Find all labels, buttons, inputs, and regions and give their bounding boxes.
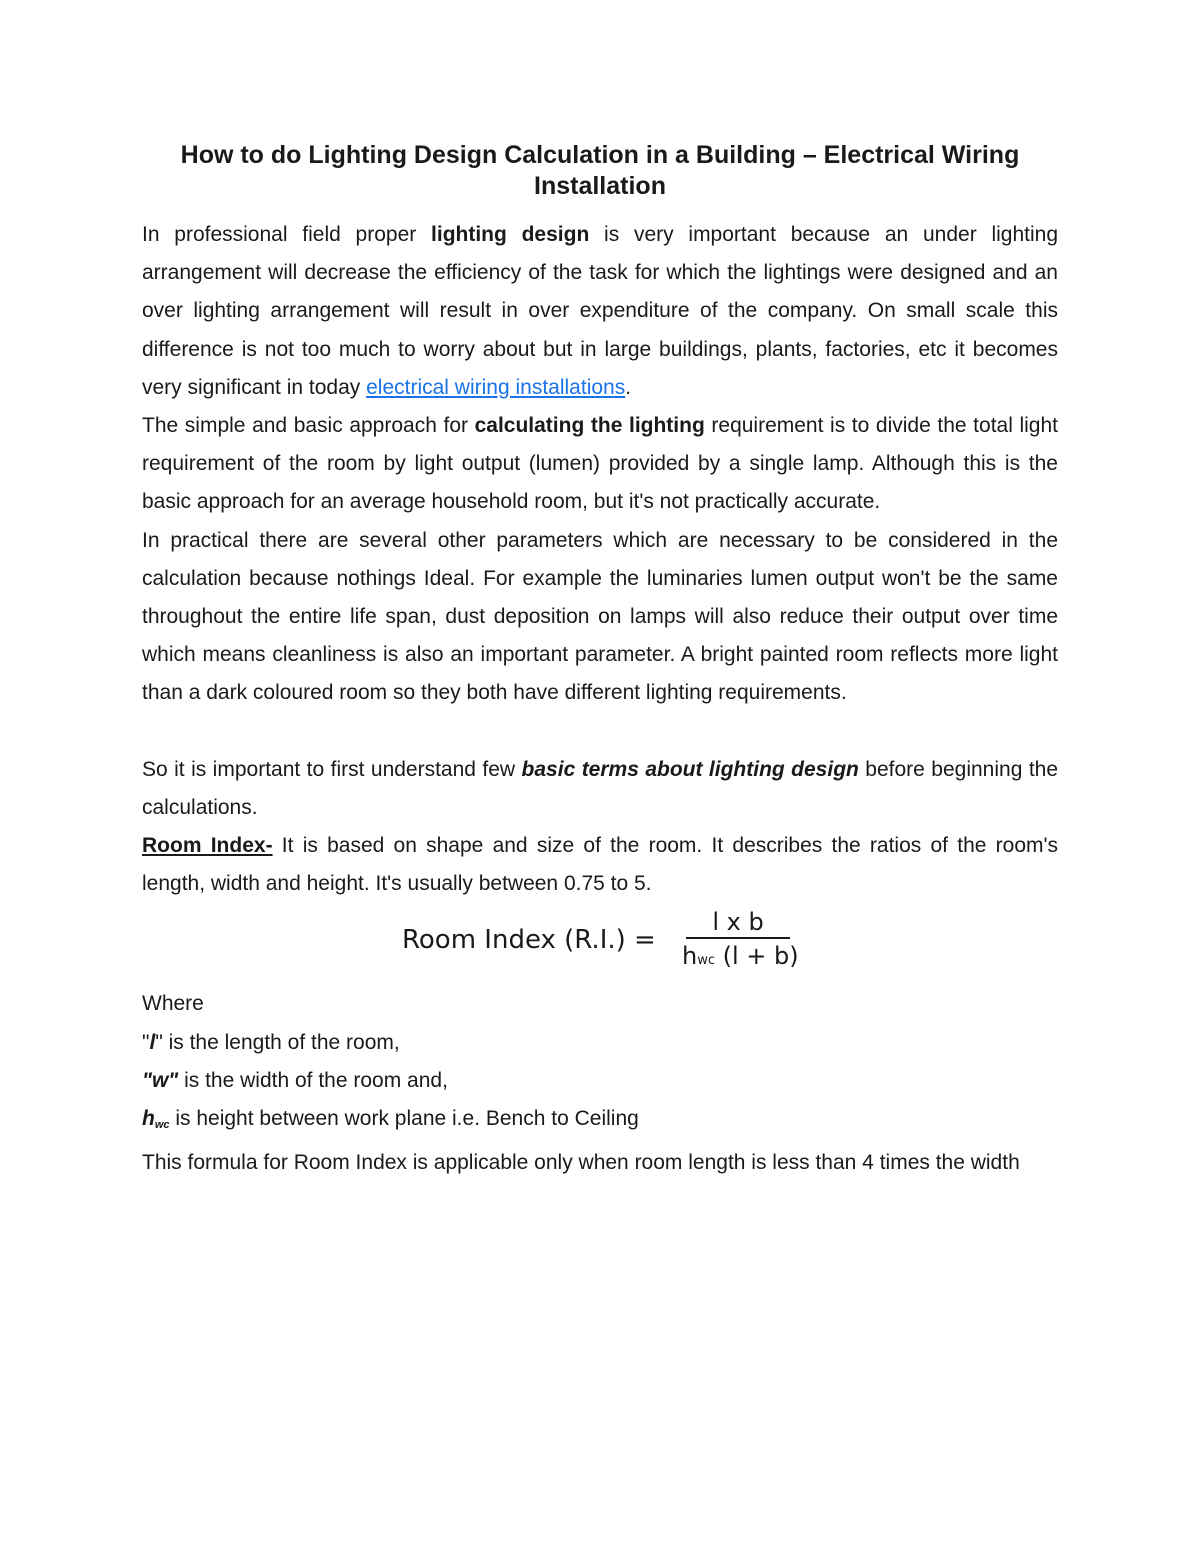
approach-text-1: The simple and basic approach for xyxy=(142,414,475,438)
room-index-term: Room Index- xyxy=(142,834,273,858)
room-index-text: It is based on shape and size of the room. It describes the ratios of the room's length, width and height. It's usually between 0.75 to 5. xyxy=(142,834,1059,896)
height-text: is height between work plane i.e. Bench to Ceiling xyxy=(169,1107,639,1131)
formula-den-h: h xyxy=(682,942,698,971)
height-variable: h xyxy=(142,1107,155,1131)
definition-height xyxy=(142,1100,1058,1144)
height-subscript: wc xyxy=(154,1119,170,1132)
blank-line xyxy=(142,713,1058,751)
formula-label: Room Index (R.I.) = xyxy=(402,925,656,956)
formula-numerator: l x b xyxy=(712,908,764,937)
intro-text-2: is very important because an under lighting arrangement will decrease the efficiency of the task for which the lightings were designed and an over lighting arrangement will result in over expenditure of the company. On small scale this difference is not too much to worry about but in large buildings, plants, factories, etc it becomes very significant in today xyxy=(142,223,1058,399)
formula-den-subscript: wc xyxy=(697,953,715,969)
paragraph-room-index xyxy=(142,827,1058,903)
formula-den-rest: (l + b) xyxy=(715,942,799,971)
formula-fraction xyxy=(682,907,799,978)
length-quote: " xyxy=(142,1030,150,1054)
approach-text-2: requirement is to divide the total light requirement of the room by light output (lumen) provided by a single lamp. Although this is the basic approach for an average household room, but it's not practically accurate. xyxy=(142,414,1058,514)
intro-text-1: In professional field proper xyxy=(142,223,432,246)
paragraph-practical: In practical there are several other parameters which are necessary to be considered in the calculation because nothings Ideal. For example the luminaries lumen output won't be the same throughout the entire life span, dust deposition on lamps will also reduce their output over time which means cleanliness is also an important parameter. A bright painted room reflects more light than a dark coloured room so they both have different lighting requirements. xyxy=(142,528,1058,705)
definition-width xyxy=(142,1062,1058,1100)
terms-bold-italic: basic terms about lighting design xyxy=(521,757,859,781)
width-variable: "w" xyxy=(142,1068,179,1092)
length-variable: l xyxy=(149,1030,156,1054)
where-heading: Where xyxy=(142,992,204,1016)
document-content xyxy=(142,140,1058,1182)
formula-denominator xyxy=(682,939,799,978)
paragraph-formula-note: This formula for Room Index is applicable only when room length is less than 4 times the width xyxy=(142,1151,1020,1175)
length-text: " is the length of the room, xyxy=(155,1030,400,1054)
room-index-formula xyxy=(142,907,1058,985)
paragraph-basic-terms xyxy=(142,751,1058,827)
paragraph-intro xyxy=(142,216,1058,407)
where-definitions xyxy=(142,985,1058,1182)
paragraph-basic-approach xyxy=(142,407,1058,522)
terms-text-1: So it is important to first understand few xyxy=(142,757,522,781)
width-text: is the width of the room and, xyxy=(178,1068,448,1092)
terms-text-2: before beginning the calculations. xyxy=(142,757,1059,819)
definition-length xyxy=(142,1024,1058,1062)
approach-bold-calculating: calculating the lighting xyxy=(474,414,705,438)
electrical-wiring-link[interactable]: electrical wiring installations xyxy=(366,375,626,399)
intro-bold-lighting-design: lighting design xyxy=(431,223,590,246)
intro-text-end: . xyxy=(625,375,632,399)
document-title: How to do Lighting Design Calculation in a Building – Electrical Wiring Installation xyxy=(180,141,1020,200)
